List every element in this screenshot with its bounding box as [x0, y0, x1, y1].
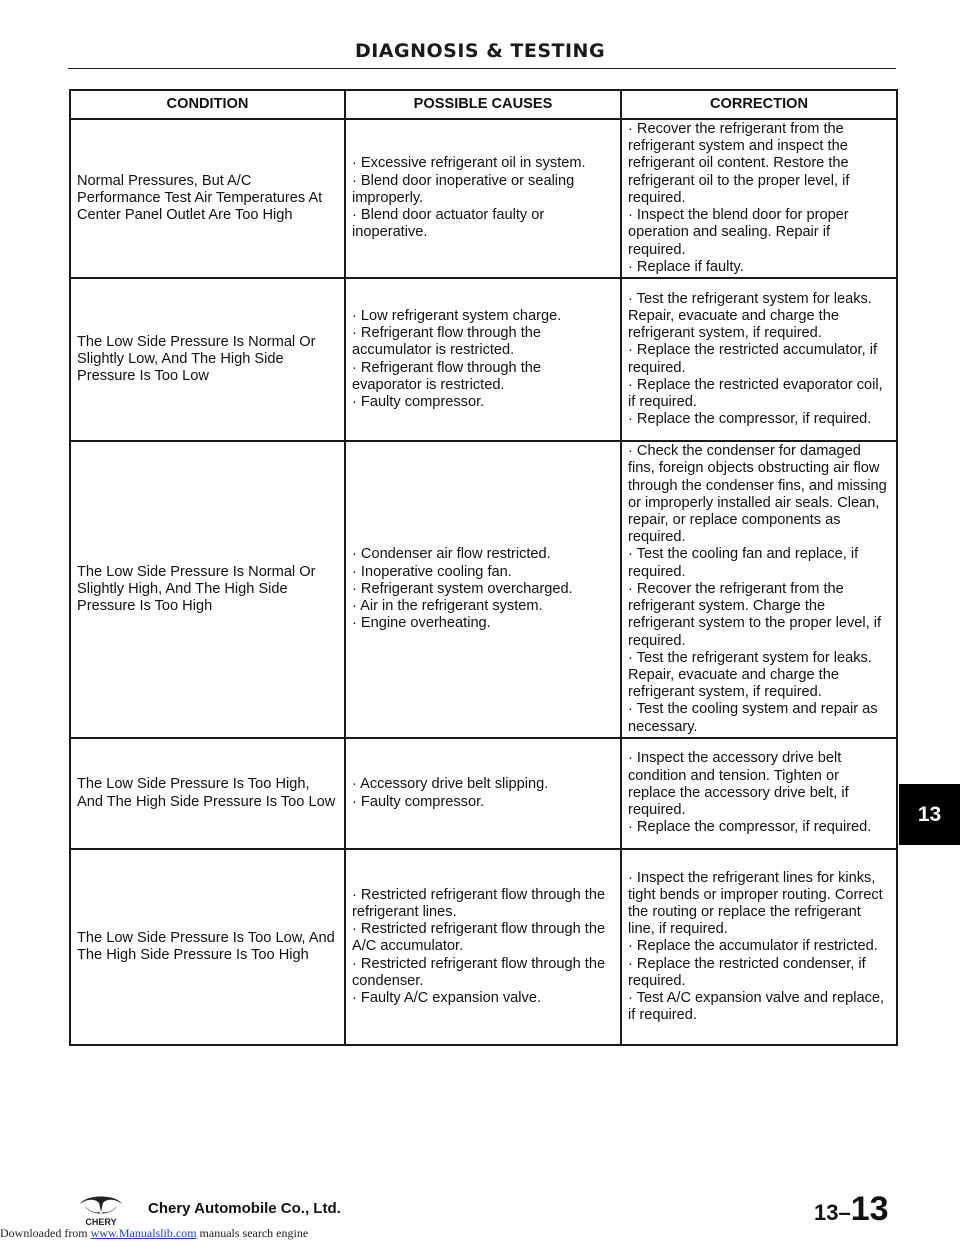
- cause-item: · Restricted refrigerant flow through the A/C accumulator.: [352, 921, 606, 955]
- condition-cell: Normal Pressures, But A/C Performance Test Air Temperatures At Center Panel Outlet Are Too High: [70, 119, 345, 278]
- table-row: [70, 441, 897, 738]
- table-row: [70, 849, 897, 1045]
- cause-item: · Inoperative cooling fan.: [352, 563, 512, 580]
- correction-cell: [621, 441, 897, 738]
- correction-item: · Replace the compressor, if required.: [628, 819, 872, 836]
- correction-item: · Replace the restricted accumulator, if required.: [628, 342, 878, 376]
- page-number: [814, 1190, 889, 1229]
- correction-item: · Inspect the refrigerant lines for kinks, tight bends or improper routing. Correct the routing or replace the refrigerant line, if required.: [628, 869, 883, 938]
- table-row: [70, 278, 897, 441]
- condition-cell: The Low Side Pressure Is Normal Or Slightly Low, And The High Side Pressure Is Too Low: [70, 278, 345, 441]
- cause-item: · Excessive refrigerant oil in system.: [352, 155, 586, 172]
- page-index: 13: [850, 1190, 889, 1228]
- correction-item: · Replace the compressor, if required.: [628, 411, 872, 428]
- condition-cell: The Low Side Pressure Is Too Low, And The High Side Pressure Is Too High: [70, 849, 345, 1045]
- correction-item: · Replace if faulty.: [628, 258, 744, 275]
- cause-item: · Faulty compressor.: [352, 793, 485, 810]
- correction-item: · Inspect the blend door for proper operation and sealing. Repair if required.: [628, 207, 849, 258]
- column-header-causes: POSSIBLE CAUSES: [345, 90, 621, 119]
- table-header-row: [70, 90, 897, 119]
- page-section: 13–: [814, 1200, 851, 1225]
- correction-item: · Replace the restricted evaporator coil, if required.: [628, 376, 883, 410]
- table-row: [70, 738, 897, 849]
- cause-item: · Refrigerant flow through the accumulator is restricted.: [352, 325, 542, 359]
- causes-cell: [345, 441, 621, 738]
- cause-item: · Air in the refrigerant system.: [352, 598, 543, 615]
- manualslib-link[interactable]: www.Manualslib.com: [90, 1226, 197, 1240]
- download-prefix: Downloaded from: [0, 1226, 91, 1240]
- correction-item: · Test the refrigerant system for leaks. Repair, evacuate and charge the refrigerant system, if required.: [628, 649, 872, 701]
- correction-item: · Replace the accumulator if restricted.: [628, 938, 878, 955]
- table-row: [70, 119, 897, 278]
- logo-wordmark: CHERY: [85, 1217, 117, 1226]
- causes-cell: [345, 738, 621, 849]
- correction-item: · Test the cooling system and repair as necessary.: [628, 701, 878, 735]
- correction-item: · Replace the restricted condenser, if required.: [628, 955, 866, 989]
- causes-cell: [345, 278, 621, 441]
- header-divider: [68, 68, 896, 69]
- correction-cell: [621, 278, 897, 441]
- diagnosis-table: [69, 89, 898, 1046]
- correction-item: · Recover the refrigerant from the refrigerant system. Charge the refrigerant system to the proper level, if required.: [628, 580, 882, 649]
- causes-cell: [345, 849, 621, 1045]
- condition-cell: The Low Side Pressure Is Too High, And The High Side Pressure Is Too Low: [70, 738, 345, 849]
- section-tab: [899, 784, 960, 845]
- cause-item: · Blend door inoperative or sealing improperly.: [352, 172, 575, 206]
- correction-cell: [621, 119, 897, 278]
- correction-cell: [621, 849, 897, 1045]
- chery-logo-icon: [76, 1192, 126, 1226]
- download-notice: [0, 1226, 308, 1241]
- correction-item: · Test the cooling fan and replace, if required.: [628, 546, 859, 580]
- correction-item: · Check the condenser for damaged fins, foreign objects obstructing air flow through the condenser fins, and missing or improperly installed air seals. Clean, repair, or replace components as required.: [628, 443, 887, 546]
- footer-company-name: Chery Automobile Co., Ltd.: [148, 1200, 341, 1217]
- correction-item: · Test the refrigerant system for leaks. Repair, evacuate and charge the refrigerant system, if required.: [628, 290, 872, 342]
- download-suffix: manuals search engine: [196, 1226, 309, 1240]
- causes-cell: [345, 119, 621, 278]
- cause-item: · Low refrigerant system charge.: [352, 307, 562, 324]
- section-tab-label: 13: [917, 802, 942, 826]
- cause-item: · Condenser air flow restricted.: [352, 546, 551, 563]
- correction-item: · Recover the refrigerant from the refrigerant system and inspect the refrigerant oil content. Restore the refrigerant oil to the proper level, if required.: [628, 121, 850, 206]
- cause-item: · Faulty compressor.: [352, 393, 485, 410]
- correction-item: · Inspect the accessory drive belt condition and tension. Tighten or replace the accessory drive belt, if required.: [628, 750, 849, 819]
- cause-item: · Engine overheating.: [352, 615, 491, 632]
- cause-item: · Accessory drive belt slipping.: [352, 776, 549, 793]
- column-header-condition: CONDITION: [70, 90, 345, 119]
- page-header-title: DIAGNOSIS & TESTING: [354, 40, 606, 62]
- cause-item: · Refrigerant system overcharged.: [352, 580, 573, 597]
- cause-item: · Faulty A/C expansion valve.: [352, 990, 541, 1006]
- condition-cell: The Low Side Pressure Is Normal Or Slightly High, And The High Side Pressure Is Too High: [70, 441, 345, 738]
- cause-item: · Restricted refrigerant flow through the refrigerant lines.: [352, 886, 606, 920]
- column-header-correction: CORRECTION: [621, 90, 897, 119]
- correction-item: · Test A/C expansion valve and replace, if required.: [628, 990, 885, 1024]
- cause-item: · Blend door actuator faulty or inoperative.: [352, 207, 545, 241]
- correction-cell: [621, 738, 897, 849]
- cause-item: · Refrigerant flow through the evaporator is restricted.: [352, 359, 542, 393]
- cause-item: · Restricted refrigerant flow through the condenser.: [352, 955, 606, 989]
